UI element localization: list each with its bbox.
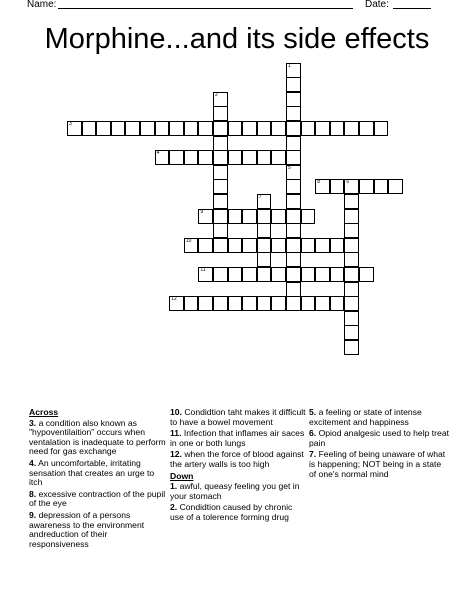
clue-number: 10 (185, 237, 192, 244)
crossword-cell[interactable] (330, 296, 345, 311)
crossword-cell[interactable] (330, 179, 345, 194)
crossword-cell[interactable] (286, 267, 301, 282)
crossword-cell[interactable] (330, 121, 345, 136)
crossword-cell[interactable] (315, 267, 330, 282)
crossword-cell[interactable] (286, 194, 301, 209)
across-heading: Across (29, 407, 59, 417)
crossword-cell[interactable] (257, 238, 272, 253)
clue-down-5: 5. a feeling or state of intense excitement and happiness (309, 407, 422, 427)
crossword-cell[interactable] (344, 296, 359, 311)
crossword-cell[interactable] (125, 121, 140, 136)
crossword-cell[interactable] (315, 238, 330, 253)
crossword-cell[interactable] (344, 252, 359, 267)
crossword-cell[interactable] (344, 209, 359, 224)
page-title: Morphine...and its side effects (44, 23, 430, 55)
crossword-cell[interactable] (228, 296, 243, 311)
crossword-cell[interactable] (228, 150, 243, 165)
crossword-cell[interactable] (301, 267, 316, 282)
clue-number: 11 (200, 266, 206, 273)
clue-down-6: 6. Opiod analgesic used to help treat pain (309, 428, 449, 448)
crossword-cell[interactable] (286, 238, 301, 253)
crossword-cell[interactable] (213, 150, 228, 165)
crossword-cell[interactable] (228, 267, 243, 282)
crossword-cell[interactable] (96, 121, 111, 136)
crossword-cell[interactable] (213, 121, 228, 136)
clue-number: 2 (215, 91, 218, 98)
crossword-cell[interactable] (359, 179, 374, 194)
clues-left-column (29, 408, 169, 551)
crossword-cell[interactable] (198, 238, 213, 253)
crossword-cell[interactable] (271, 209, 286, 224)
crossword-cell[interactable] (213, 92, 228, 107)
crossword-cell[interactable] (242, 267, 257, 282)
crossword-cell[interactable] (286, 121, 301, 136)
crossword-cell[interactable] (344, 311, 359, 326)
crossword-cell[interactable] (82, 121, 97, 136)
crossword-cell[interactable] (228, 209, 243, 224)
crossword-cell[interactable] (242, 121, 257, 136)
crossword-cell[interactable] (301, 121, 316, 136)
crossword-cell[interactable] (315, 296, 330, 311)
crossword-cell[interactable] (169, 150, 184, 165)
crossword-cell[interactable] (257, 223, 272, 238)
crossword-cell[interactable] (286, 106, 301, 121)
crossword-cell[interactable] (271, 121, 286, 136)
crossword-cell[interactable] (155, 121, 170, 136)
clue-number: 5 (288, 164, 291, 171)
crossword-cell[interactable] (301, 296, 316, 311)
clues-right-column (309, 408, 449, 481)
crossword-cell[interactable] (257, 252, 272, 267)
crossword-cell[interactable] (330, 238, 345, 253)
crossword-cell[interactable] (213, 194, 228, 209)
clue-number: 6 (346, 179, 350, 186)
crossword-cell[interactable] (213, 179, 228, 194)
crossword-cell[interactable] (213, 267, 228, 282)
crossword-cell[interactable] (213, 238, 228, 253)
crossword-cell[interactable] (169, 296, 184, 311)
crossword-cell[interactable] (344, 282, 359, 297)
crossword-cell[interactable] (271, 296, 286, 311)
crossword-cell[interactable] (198, 267, 213, 282)
crossword-cell[interactable] (213, 136, 228, 151)
crossword-cell[interactable] (344, 121, 359, 136)
crossword-cell[interactable] (242, 238, 257, 253)
crossword-cell[interactable] (286, 136, 301, 151)
crossword-cell[interactable] (359, 121, 374, 136)
crossword-cell[interactable] (242, 296, 257, 311)
clue-number: 1 (288, 62, 291, 69)
clue-number: 8 (317, 179, 320, 186)
crossword-cell[interactable] (198, 209, 213, 224)
crossword-cell[interactable] (374, 179, 389, 194)
crossword-cell[interactable] (257, 150, 272, 165)
crossword-cell[interactable] (271, 267, 286, 282)
crossword-cell[interactable] (169, 121, 184, 136)
crossword-cell[interactable] (286, 282, 301, 297)
crossword-cell[interactable] (140, 121, 155, 136)
crossword-cell[interactable] (184, 238, 199, 253)
crossword-cell[interactable] (388, 179, 403, 194)
crossword-cell[interactable] (184, 121, 199, 136)
crossword-cell[interactable] (286, 296, 301, 311)
clue-across-11: 11. Infection that inflames air saces in one or both lungs (170, 428, 305, 448)
crossword-cell[interactable] (213, 223, 228, 238)
clue-across-9: 9. depression of a persons awareness to the environment andreduction of their responsiveness (29, 509, 145, 549)
crossword-cell[interactable] (286, 150, 301, 165)
crossword-cell[interactable] (301, 238, 316, 253)
clue-down-7: 7. Feeling of being unaware of what is happening; NOT being in a state of one's normal mind (309, 449, 446, 479)
crossword-cell[interactable] (184, 150, 199, 165)
crossword-cell[interactable] (228, 238, 243, 253)
crossword-cell[interactable] (257, 209, 272, 224)
clue-across-3: 3. a condition also known as "hypoventilaition" occurs when ventalation is inadequate to perform need for gas exchange (29, 417, 166, 457)
crossword-cell[interactable] (286, 179, 301, 194)
crossword-cell[interactable] (344, 325, 359, 340)
crossword-cell[interactable] (286, 165, 301, 180)
crossword-cell[interactable] (286, 92, 301, 107)
clue-number: 9 (200, 208, 204, 215)
crossword-cell[interactable] (228, 121, 243, 136)
crossword-cell[interactable] (155, 150, 170, 165)
crossword-cell[interactable] (315, 179, 330, 194)
crossword-cell[interactable] (213, 106, 228, 121)
clue-across-10: 10. Condidtion taht makes it difficult to have a bowel movement (170, 407, 306, 427)
crossword-cell[interactable] (286, 77, 301, 92)
crossword-cell[interactable] (213, 296, 228, 311)
clue-down-1: 1. awful, queasy feeling you get in your stomach (170, 481, 300, 501)
clue-across-8: 8. excessive contraction of the pupil of the eye (29, 488, 166, 509)
clue-number: 3 (69, 120, 72, 127)
crossword-cell[interactable] (301, 209, 316, 224)
crossword-cell[interactable] (213, 209, 228, 224)
down-heading: Down (170, 470, 194, 481)
crossword-cell[interactable] (286, 223, 301, 238)
crossword-cell[interactable] (344, 223, 359, 238)
clues-middle-column (170, 408, 306, 525)
crossword-cell[interactable] (359, 267, 374, 282)
clue-number: 4 (156, 150, 160, 157)
crossword-cell[interactable] (344, 267, 359, 282)
clue-down-2: 2. Condidtion caused by chronic use of a tolerence forming drug (170, 502, 293, 522)
crossword-cell[interactable] (330, 267, 345, 282)
crossword-cell[interactable] (344, 238, 359, 253)
crossword-cell[interactable] (286, 63, 301, 78)
crossword-cell[interactable] (286, 209, 301, 224)
clue-across-12: 12. when the force of blood against the artery walls is too high (170, 449, 304, 469)
date-label: Date: (365, 0, 389, 10)
crossword-cell[interactable] (271, 238, 286, 253)
crossword-cell[interactable] (111, 121, 126, 136)
crossword-cell[interactable] (315, 121, 330, 136)
crossword-cell[interactable] (257, 194, 272, 209)
clue-number: 12 (171, 296, 177, 303)
crossword-cell[interactable] (198, 121, 213, 136)
crossword-cell[interactable] (242, 150, 257, 165)
crossword-cell[interactable] (198, 150, 213, 165)
crossword-cell[interactable] (344, 179, 359, 194)
crossword-cell[interactable] (271, 150, 286, 165)
crossword-cell[interactable] (184, 296, 199, 311)
crossword-cell[interactable] (257, 267, 272, 282)
crossword-cell[interactable] (374, 121, 389, 136)
crossword-cell[interactable] (213, 165, 228, 180)
crossword-cell[interactable] (198, 296, 213, 311)
crossword-cell[interactable] (67, 121, 82, 136)
crossword-cell[interactable] (286, 252, 301, 267)
crossword-cell[interactable] (344, 340, 359, 355)
crossword-cell[interactable] (257, 121, 272, 136)
clue-across-4: 4. An uncomfortable, irritating sensation that creates an urge to itch (29, 457, 155, 488)
clue-number: 7 (258, 193, 262, 200)
name-label: Name: (27, 0, 57, 10)
crossword-cell[interactable] (257, 296, 272, 311)
crossword-cell[interactable] (242, 209, 257, 224)
crossword-cell[interactable] (344, 194, 359, 209)
